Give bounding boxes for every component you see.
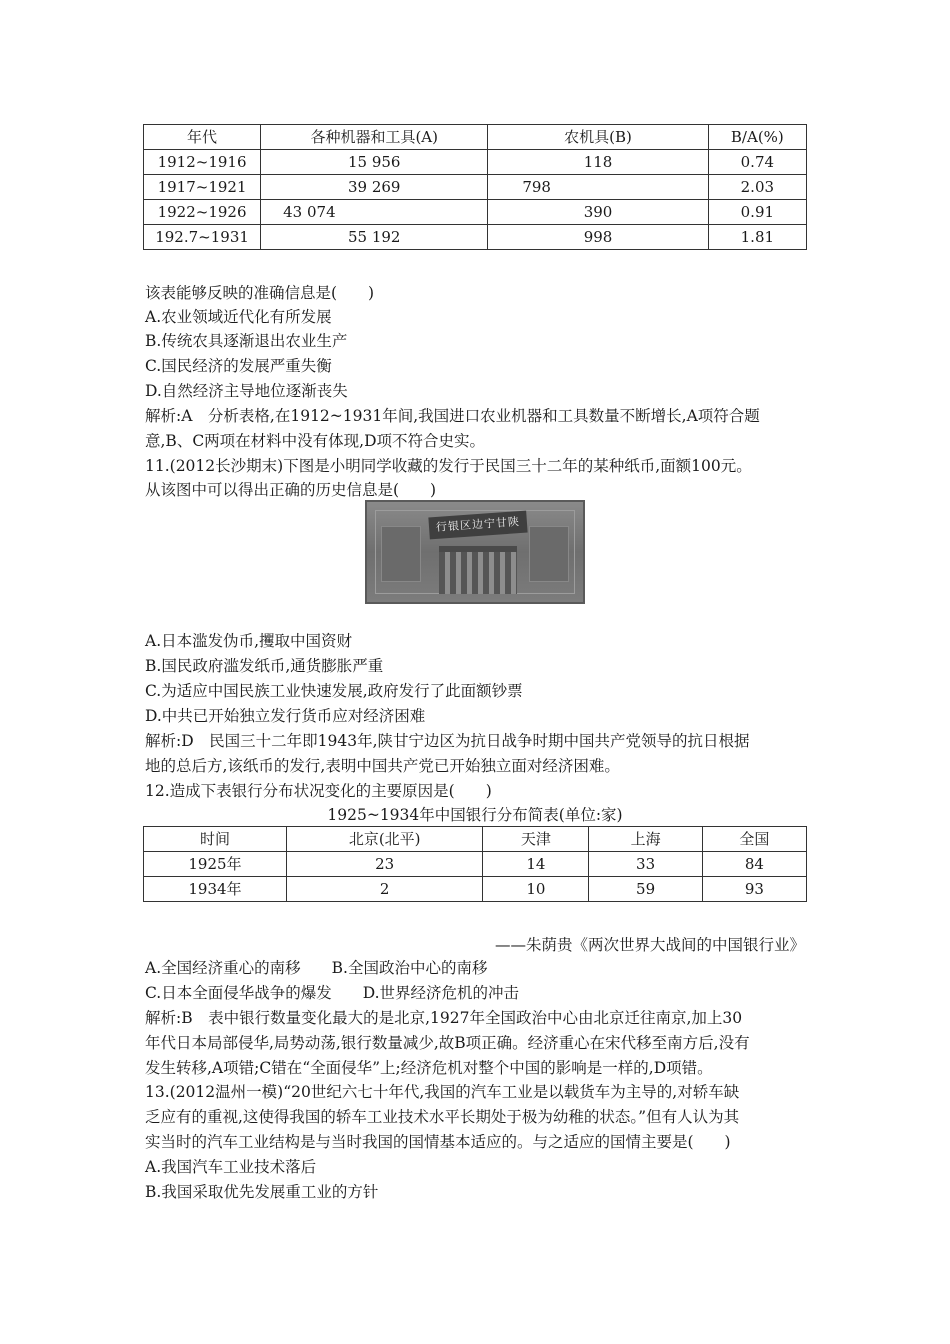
bank-distribution-table bbox=[143, 826, 807, 902]
table-cell: 1922~1926 bbox=[144, 200, 261, 225]
table-cell: 118 bbox=[488, 150, 708, 175]
table-header-row bbox=[144, 125, 807, 150]
table-row bbox=[144, 200, 807, 225]
question-stem: 从该图中可以得出正确的历史信息是( ) bbox=[145, 481, 437, 499]
table-header-cell: 农机具(B) bbox=[488, 125, 708, 150]
table-header-row bbox=[144, 827, 807, 852]
table-cell: 43 074 bbox=[261, 200, 488, 225]
options-row: C.日本全面侵华战争的爆发 D.世界经济危机的冲击 bbox=[145, 984, 520, 1002]
import-machinery-table bbox=[143, 124, 807, 250]
banknote-left-panel bbox=[381, 526, 421, 582]
table-cell: 39 269 bbox=[261, 175, 488, 200]
banknote-image bbox=[365, 500, 585, 604]
option-b: B.我国采取优先发展重工业的方针 bbox=[145, 1183, 379, 1201]
table-caption: 1925~1934年中国银行分布简表(单位:家) bbox=[327, 806, 623, 824]
question-stem: 12.造成下表银行分布状况变化的主要原因是( ) bbox=[145, 782, 492, 800]
analysis-text: 解析:D 民国三十二年即1943年,陕甘宁边区为抗日战争时期中国共产党领导的抗日根据 bbox=[145, 732, 750, 750]
option-b: B.国民政府滥发纸币,通货膨胀严重 bbox=[145, 657, 384, 675]
table-cell: 59 bbox=[589, 877, 702, 902]
table-cell: 798 bbox=[488, 175, 708, 200]
table-cell: 2 bbox=[286, 877, 482, 902]
question-stem: 11.(2012长沙期末)下图是小明同学收藏的发行于民国三十二年的某种纸币,面额100元。 bbox=[145, 457, 752, 475]
analysis-text: 地的总后方,该纸币的发行,表明中国共产党已开始独立面对经济困难。 bbox=[145, 757, 620, 775]
table-header-cell: 时间 bbox=[144, 827, 287, 852]
analysis-text: 年代日本局部侵华,局势动荡,银行数量减少,故B项正确。经济重心在宋代移至南方后,没有 bbox=[145, 1034, 750, 1052]
banknote-title: 行银区边宁甘陕 bbox=[428, 511, 527, 540]
options-row: A.全国经济重心的南移 B.全国政治中心的南移 bbox=[145, 959, 488, 977]
option-c: C.为适应中国民族工业快速发展,政府发行了此面额钞票 bbox=[145, 682, 523, 700]
option-d: D.自然经济主导地位逐渐丧失 bbox=[145, 382, 348, 400]
table-cell: 93 bbox=[702, 877, 806, 902]
analysis-text: 解析:A 分析表格,在1912~1931年间,我国进口农业机器和工具数量不断增长,A项符合题 bbox=[145, 407, 760, 425]
table-header-cell: 全国 bbox=[702, 827, 806, 852]
table-row bbox=[144, 150, 807, 175]
analysis-text: 解析:B 表中银行数量变化最大的是北京,1927年全国政治中心由北京迁往南京,加上30 bbox=[145, 1009, 743, 1027]
table-cell: 0.91 bbox=[708, 200, 806, 225]
question-stem: 13.(2012温州一模)“20世纪六七十年代,我国的汽车工业是以载货车为主导的,对轿车缺 bbox=[145, 1083, 740, 1101]
table-row bbox=[144, 877, 807, 902]
table-header-cell: 年代 bbox=[144, 125, 261, 150]
option-a: A.日本滥发伪币,攫取中国资财 bbox=[145, 632, 353, 650]
table-cell: 23 bbox=[286, 852, 482, 877]
banknote-right-panel bbox=[529, 526, 569, 582]
analysis-text: 意,B、C两项在材料中没有体现,D项不符合史实。 bbox=[145, 432, 486, 450]
option-b: B.传统农具逐渐退出农业生产 bbox=[145, 332, 348, 350]
analysis-text: 发生转移,A项错;C错在“全面侵华”上;经济危机对整个中国的影响是一样的,D项错。 bbox=[145, 1059, 713, 1077]
table-cell: 1917~1921 bbox=[144, 175, 261, 200]
option-c: C.国民经济的发展严重失衡 bbox=[145, 357, 332, 375]
table-header-cell: 天津 bbox=[483, 827, 589, 852]
table-cell: 14 bbox=[483, 852, 589, 877]
question-stem: 实当时的汽车工业结构是与当时我国的国情基本适应的。与之适应的国情主要是( ) bbox=[145, 1133, 731, 1151]
table-header-cell: B/A(%) bbox=[708, 125, 806, 150]
table-cell: 55 192 bbox=[261, 225, 488, 250]
table-cell: 15 956 bbox=[261, 150, 488, 175]
table-cell: 1.81 bbox=[708, 225, 806, 250]
option-a: A.我国汽车工业技术落后 bbox=[145, 1158, 317, 1176]
table-row bbox=[144, 225, 807, 250]
table-header-cell: 上海 bbox=[589, 827, 702, 852]
table-row bbox=[144, 852, 807, 877]
source-citation: ——朱荫贵《两次世界大战间的中国银行业》 bbox=[494, 936, 805, 954]
table-cell: 33 bbox=[589, 852, 702, 877]
table-cell: 390 bbox=[488, 200, 708, 225]
table-cell: 1912~1916 bbox=[144, 150, 261, 175]
table-header-cell: 北京(北平) bbox=[286, 827, 482, 852]
table-row bbox=[144, 175, 807, 200]
question-stem: 乏应有的重视,这使得我国的轿车工业技术水平长期处于极为幼稚的状态。”但有人认为其 bbox=[145, 1108, 740, 1126]
table-cell: 0.74 bbox=[708, 150, 806, 175]
table-cell: 192.7~1931 bbox=[144, 225, 261, 250]
table-cell: 998 bbox=[488, 225, 708, 250]
question-stem: 该表能够反映的准确信息是( ) bbox=[145, 284, 375, 302]
table-cell: 84 bbox=[702, 852, 806, 877]
table-cell: 1925年 bbox=[144, 852, 287, 877]
table-cell: 2.03 bbox=[708, 175, 806, 200]
table-cell: 10 bbox=[483, 877, 589, 902]
table-header-cell: 各种机器和工具(A) bbox=[261, 125, 488, 150]
option-a: A.农业领域近代化有所发展 bbox=[145, 308, 332, 326]
banknote-building bbox=[439, 546, 517, 594]
option-d: D.中共已开始独立发行货币应对经济困难 bbox=[145, 707, 426, 725]
table-cell: 1934年 bbox=[144, 877, 287, 902]
